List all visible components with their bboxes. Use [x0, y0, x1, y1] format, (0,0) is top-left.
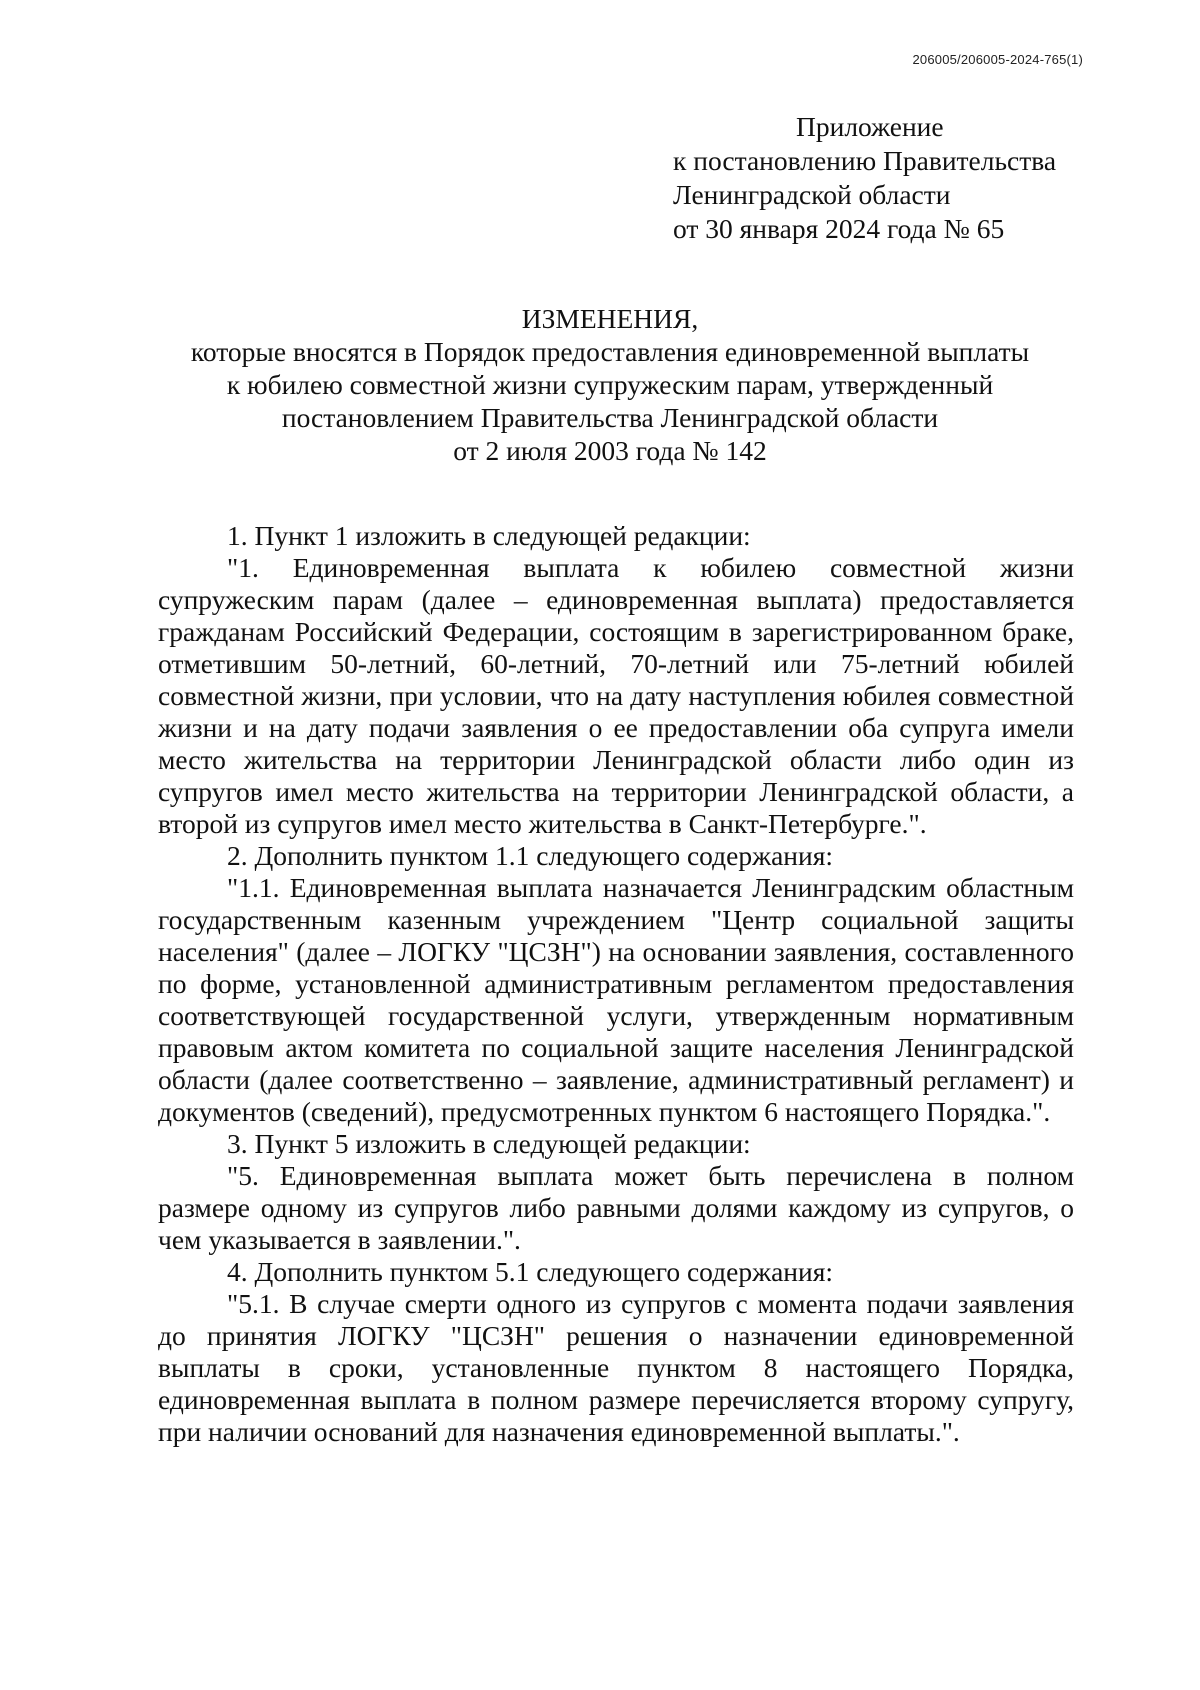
- paragraph-item-1-heading: 1. Пункт 1 изложить в следующей редакции:: [227, 520, 751, 551]
- paragraph-item-3-text: "5. Единовременная выплата может быть перечислена в полном размере одному из супругов либо равными долями каждому из супругов, о чем указывается в заявлении.".: [158, 1160, 1074, 1255]
- document-body: [158, 520, 1074, 1448]
- title-line-2: к юбилею совместной жизни супружеским парам, утвержденный: [226, 369, 994, 400]
- document-title: [130, 302, 1090, 467]
- paragraph-item-4-heading: 4. Дополнить пунктом 5.1 следующего содержания:: [227, 1256, 833, 1287]
- appendix-line-resolution: к постановлению Правительства: [673, 145, 1057, 176]
- appendix-line-date: от 30 января 2024 года № 65: [673, 213, 1005, 244]
- title-line-1: которые вносятся в Порядок предоставления единовременной выплаты: [190, 336, 1030, 367]
- paragraph-item-3-heading: 3. Пункт 5 изложить в следующей редакции:: [227, 1128, 751, 1159]
- appendix-line-region: Ленинградской области: [673, 179, 951, 210]
- paragraph-item-2-text: "1.1. Единовременная выплата назначается Ленинградским областным государственным казенным учреждением "Центр социальной защиты населения" (далее – ЛОГКУ "ЦСЗН") на основании заявления, составленного по форме, установленной административным регламентом предоставления соответствующей государственной услуги, утвержденным нормативным правовым актом комитета по социальной защите населения Ленинградской области (далее соответственно – заявление, административный регламент) и документов (сведений), предусмотренных пунктом 6 настоящего Порядка.".: [158, 872, 1074, 1127]
- document-id-code: 206005/206005-2024-765(1): [912, 52, 1083, 67]
- appendix-header: [673, 110, 1056, 246]
- title-line-3: постановлением Правительства Ленинградской области: [281, 402, 939, 433]
- paragraph-item-1-text: "1. Единовременная выплата к юбилею совместной жизни супружеским парам (далее – единовременная выплата) предоставляется гражданам Российский Федерации, состоящим в зарегистрированном браке, отметившим 50-летний, 60-летний, 70-летний или 75-летний юбилей совместной жизни, при условии, что на дату наступления юбилея совместной жизни и на дату подачи заявления о ее предоставлении оба супруга имели место жительства на территории Ленинградской области либо один из супругов имел место жительства на территории Ленинградской области, а второй из супругов имел место жительства в Санкт-Петербурге.".: [158, 552, 1074, 839]
- title-heading: ИЗМЕНЕНИЯ,: [521, 303, 699, 334]
- appendix-label: Приложение: [796, 111, 944, 142]
- title-line-4: от 2 июля 2003 года № 142: [453, 435, 767, 466]
- paragraph-item-2-heading: 2. Дополнить пунктом 1.1 следующего содержания:: [227, 840, 833, 871]
- paragraph-item-4-text: "5.1. В случае смерти одного из супругов с момента подачи заявления до принятия ЛОГКУ "ЦСЗН" решения о назначении единовременной выплаты в сроки, установленные пунктом 8 настоящего Порядка, единовременная выплата в полном размере перечисляется второму супругу, при наличии оснований для назначения единовременной выплаты.".: [158, 1288, 1074, 1447]
